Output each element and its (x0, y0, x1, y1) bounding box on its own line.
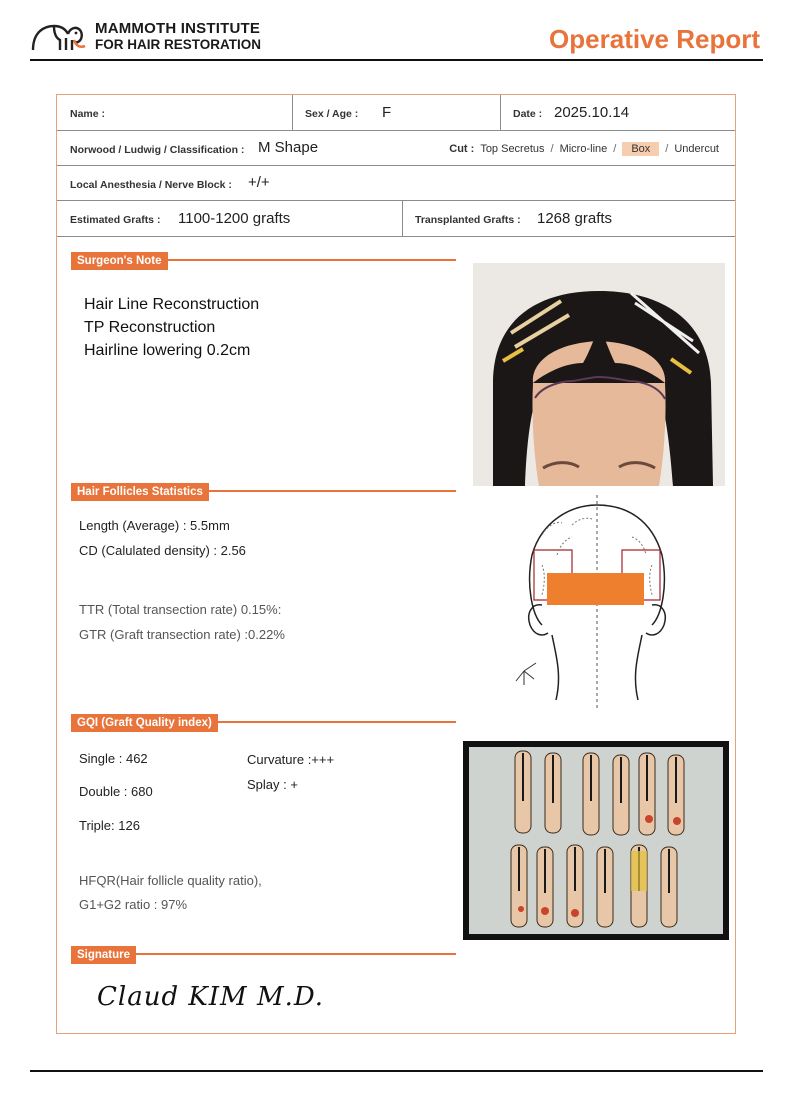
name-label: Name : (70, 108, 106, 120)
date-label: Date : (513, 108, 543, 120)
cut-type-options (449, 142, 719, 156)
double-graft-count: Double : 680 (79, 784, 153, 799)
cut-option-top-secretus: Top Secretus (480, 143, 545, 155)
cell-divider (500, 95, 501, 131)
cell-divider (402, 201, 403, 237)
surgeon-signature: Claud KIM M.D. (97, 982, 325, 1012)
cut-separator: / (550, 143, 554, 155)
cut-label: Cut : (449, 143, 475, 155)
brand-name-line1: MAMMOTH INSTITUTE (95, 20, 261, 37)
patient-info-row (57, 95, 735, 131)
curvature-value: Curvature :+++ (247, 752, 335, 767)
classification-row (57, 131, 735, 166)
splay-value: Splay : + (247, 777, 298, 792)
sex-age-value: F (382, 104, 392, 121)
donor-area-head-diagram (512, 495, 682, 710)
transplanted-grafts-value: 1268 grafts (537, 210, 613, 227)
mammoth-logo-icon (30, 20, 88, 52)
single-graft-count: Single : 462 (79, 751, 148, 766)
triple-graft-count: Triple: 126 (79, 818, 140, 833)
cut-option-micro-line: Micro-line (559, 143, 608, 155)
classification-label: Norwood / Ludwig / Classification : (70, 144, 245, 156)
cut-separator: / (665, 143, 669, 155)
anesthesia-label: Local Anesthesia / Nerve Block : (70, 179, 232, 191)
cell-divider (292, 95, 293, 131)
length-average: Length (Average) : 5.5mm (79, 518, 230, 533)
g1-g2-ratio: G1+G2 ratio : 97% (79, 897, 188, 912)
signature-heading: Signature (71, 946, 136, 964)
cut-option-box-selected: Box (622, 142, 659, 156)
follicle-stats-heading: Hair Follicles Statistics (71, 483, 209, 501)
classification-value: M Shape (258, 139, 319, 156)
hfqr-label: HFQR(Hair follicle quality ratio), (79, 873, 262, 888)
surgeons-note-text (84, 293, 259, 362)
cut-option-undercut: Undercut (674, 143, 719, 155)
document-title: Operative Report (549, 24, 760, 54)
graft-follicles-photo (463, 741, 729, 940)
sex-age-label: Sex / Age : (305, 108, 359, 120)
patient-hairline-photo (473, 263, 725, 486)
note-line: TP Reconstruction (84, 319, 216, 336)
report-frame (56, 94, 736, 1034)
date-value: 2025.10.14 (554, 104, 630, 121)
anesthesia-value: +/+ (248, 174, 270, 191)
anesthesia-row (57, 166, 735, 201)
graft-transection-rate: GTR (Graft transection rate) :0.22% (79, 627, 285, 642)
note-line: Hairline lowering 0.2cm (84, 342, 251, 359)
grafts-row (57, 201, 735, 237)
note-line: Hair Line Reconstruction (84, 296, 260, 313)
calculated-density: CD (Calulated density) : 2.56 (79, 543, 246, 558)
footer-divider (30, 1070, 763, 1072)
total-transection-rate: TTR (Total transection rate) 0.15%: (79, 602, 282, 617)
estimated-grafts-label: Estimated Grafts : (70, 214, 161, 226)
transplanted-grafts-label: Transplanted Grafts : (415, 214, 521, 226)
cut-separator: / (613, 143, 617, 155)
surgeons-note-heading: Surgeon's Note (71, 252, 168, 270)
brand-name-line2: FOR HAIR RESTORATION (95, 37, 262, 52)
gqi-heading: GQI (Graft Quality index) (71, 714, 218, 732)
estimated-grafts-value: 1100-1200 grafts (178, 210, 291, 227)
header-divider (30, 59, 763, 61)
